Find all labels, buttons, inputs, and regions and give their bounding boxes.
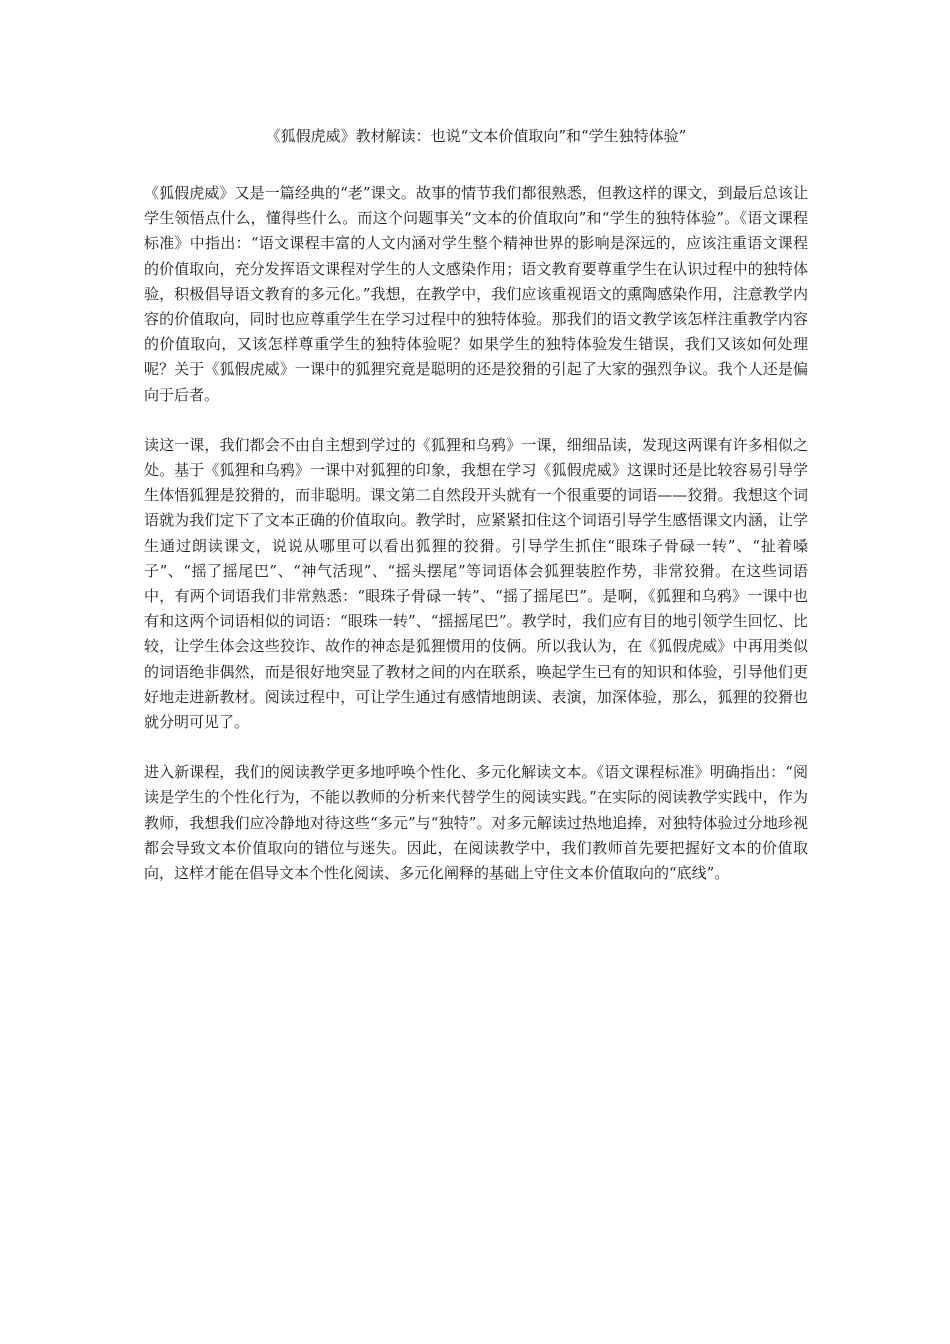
paragraph-1: 《狐假虎威》又是一篇经典的“老”课文。故事的情节我们都很熟悉，但教这样的课文，到最后总该让学生领悟点什么，懂得些什么。而这个问题事关“文本的价值取向”和“学生的独特体验”。《语文课程标准》中指出：“语文课程丰富的人文内涵对学生整个精神世界的影响是深远的，应该注重语文课程的价值取向，充分发挥语文课程对学生的人文感染作用；语文教育要尊重学生在认识过程中的独特体验，积极倡导语文教育的多元化。”我想，在教学中，我们应该重视语文的熏陶感染作用，注意教学内容的价值取向，同时也应尊重学生在学习过程中的独特体验。那我们的语文教学该怎样注重教学内容的价值取向，又该怎样尊重学生的独特体验呢？如果学生的独特体验发生错误，我们又该如何处理呢？关于《狐假虎威》一课中的狐狸究竟是聪明的还是狡猾的引起了大家的强烈争议。我个人还是偏向于后者。 [144, 184, 808, 404]
document-page [144, 124, 808, 911]
paragraph-3: 进入新课程，我们的阅读教学更多地呼唤个性化、多元化解读文本。《语文课程标准》明确指出：“阅读是学生的个性化行为，不能以教师的分析来代替学生的阅读实践。”在实际的阅读教学实践中，作为教师，我想我们应冷静地对待这些“多元”与“独特”。对多元解读过热地追捧，对独特体验过分地珍视都会导致文本价值取向的错位与迷失。因此，在阅读教学中，我们教师首先要把握好文本的价值取向，这样才能在倡导文本个性化阅读、多元化阐释的基础上守住文本价值取向的“底线”。 [144, 763, 808, 883]
paragraph-2: 读这一课，我们都会不由自主想到学过的《狐狸和乌鸦》一课，细细品读，发现这两课有许多相似之处。基于《狐狸和乌鸦》一课中对狐狸的印象，我想在学习《狐假虎威》这课时还是比较容易引导学生体悟狐狸是狡猾的，而非聪明。课文第二自然段开头就有一个很重要的词语——狡猾。我想这个词语就为我们定下了文本正确的价值取向。教学时，应紧紧扣住这个词语引导学生感悟课文内涵，让学生通过朗读课文，说说从哪里可以看出狐狸的狡猾。引导学生抓住“眼珠子骨碌一转”、“扯着嗓子”、“摇了摇尾巴”、“神气活现”、“摇头摆尾”等词语体会狐狸装腔作势，非常狡猾。在这些词语中，有两个词语我们非常熟悉：“眼珠子骨碌一转”、“摇了摇尾巴”。是啊，《狐狸和乌鸦》一课中也有和这两个词语相似的词语：“眼珠一转”、“摇摇尾巴”。教学时，我们应有目的地引领学生回忆、比较，让学生体会这些狡诈、故作的神态是狐狸惯用的伎俩。所以我认为，在《狐假虎威》中再用类似的词语绝非偶然，而是很好地突显了教材之间的内在联系，唤起学生已有的知识和体验，引导他们更好地走进新教材。阅读过程中，可让学生通过有感情地朗读、表演，加深体验，那么，狐狸的狡猾也就分明可见了。 [144, 435, 808, 732]
document-title: 《狐假虎威》教材解读：也说“文本价值取向”和“学生独特体验” [265, 127, 687, 145]
